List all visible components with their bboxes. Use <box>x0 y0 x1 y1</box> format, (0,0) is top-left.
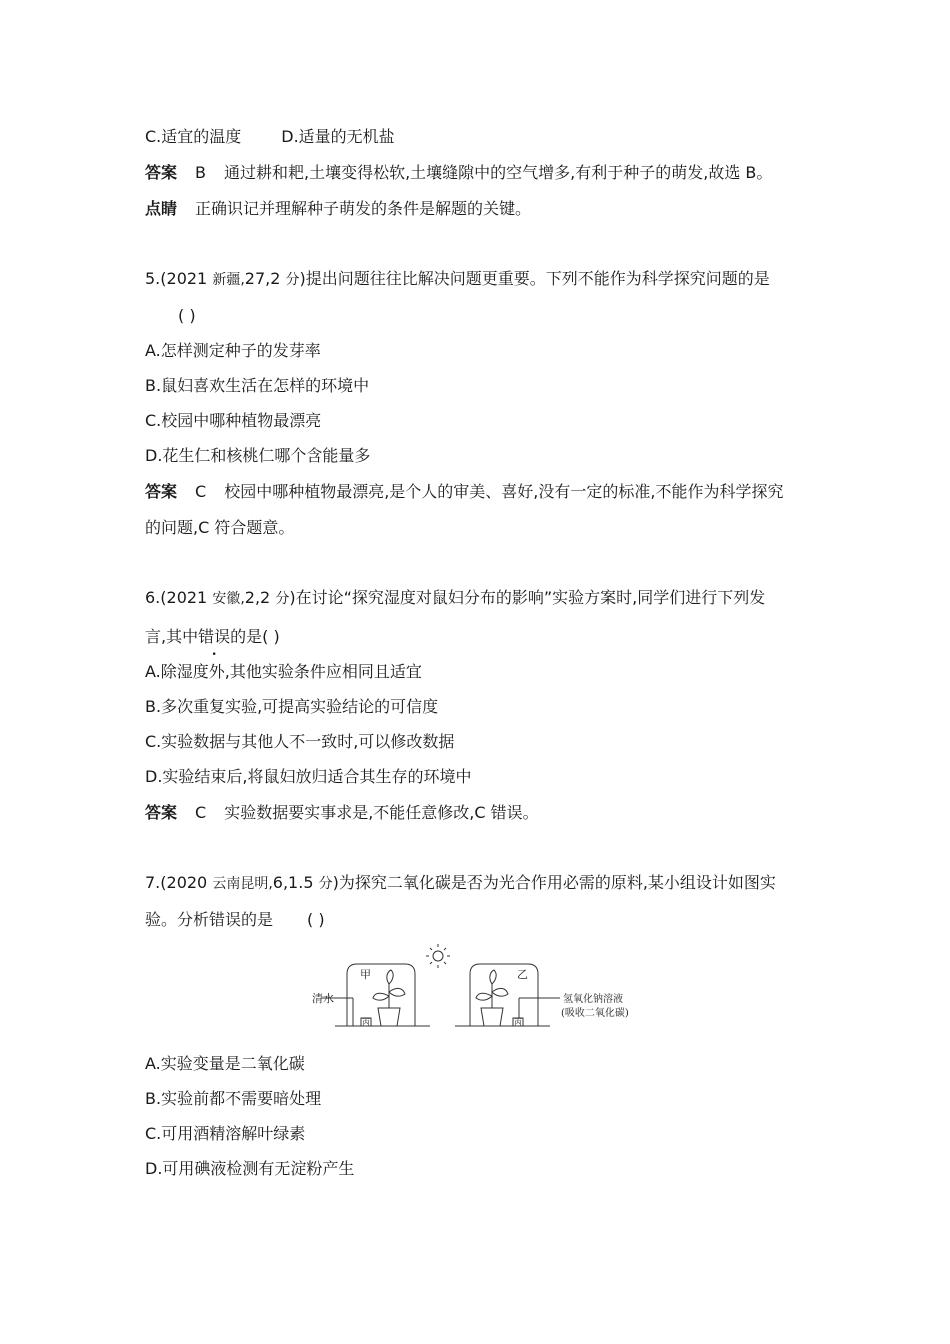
q6-option-c: C.实验数据与其他人不一致时,可以修改数据 <box>145 732 455 751</box>
tip-label: 点睛 <box>145 199 178 218</box>
q6-year: 2021 <box>166 588 208 607</box>
label-naoh: 氢氧化钠溶液 <box>563 994 623 1005</box>
q4-option-d: D.适量的无机盐 <box>281 127 395 146</box>
q4-option-c: C.适宜的温度 <box>145 127 242 146</box>
answer-text: 通过耕和耙,土壤变得松软,土壤缝隙中的空气增多,有利于种子的萌发,故选 B。 <box>224 163 773 182</box>
q5-number: 5.( <box>145 269 167 288</box>
q7-option-b: B.实验前都不需要暗处理 <box>145 1089 322 1108</box>
answer-text: 实验数据要实事求是,不能任意修改,C 错误。 <box>224 803 539 822</box>
setup-jia <box>321 964 430 1026</box>
q6-meta: 2,2 <box>244 588 271 607</box>
q5-option-c: C.校园中哪种植物最漂亮 <box>145 411 322 430</box>
q7-year: 2020 <box>166 873 208 892</box>
sun-icon <box>426 944 450 968</box>
answer-text: 校园中哪种植物最漂亮,是个人的审美、喜好,没有一定的标准,不能作为科学探究 <box>224 482 784 501</box>
q6-option-b: B.多次重复实验,可提高实验结论的可信度 <box>145 697 439 716</box>
q5-option-a: A.怎样测定种子的发芽率 <box>145 341 321 360</box>
q7-stem-line2 <box>145 909 325 931</box>
q7-option-d: D.可用碘液检测有无淀粉产生 <box>145 1159 355 1178</box>
q6-source: 安徽, <box>212 591 245 607</box>
q5-meta: 27,2 <box>244 269 281 288</box>
answer-label: 答案 <box>145 482 178 501</box>
q5-stem-text: )提出问题往往比解决问题更重要。下列不能作为科学探究问题的是 <box>299 269 770 288</box>
label-bing-right: 丙 <box>514 1018 522 1027</box>
q5-answer-cont: 的问题,C 符合题意。 <box>145 518 295 537</box>
q6-stem-line2 <box>145 626 280 648</box>
q7-source: 云南昆明, <box>212 876 273 892</box>
q7-stem-text: )为探究二氧化碳是否为光合作用必需的原料,某小组设计如图实 <box>332 873 776 892</box>
q6-stem-post: 的是( ) <box>230 627 280 646</box>
setup-yi <box>455 964 560 1026</box>
q7-bracket: ( ) <box>307 910 325 929</box>
label-bing-left: 丙 <box>362 1018 370 1027</box>
q7-option-c: C.可用酒精溶解叶绿素 <box>145 1124 306 1143</box>
q6-emphasis: 错误 <box>198 627 231 646</box>
q7-meta: 6,1.5 <box>272 873 314 892</box>
q6-option-d: D.实验结束后,将鼠妇放归适合其生存的环境中 <box>145 767 472 786</box>
label-naoh-note: (吸收二氧化碳) <box>561 1008 629 1019</box>
q6-answer <box>145 802 539 824</box>
answer-label: 答案 <box>145 163 178 182</box>
label-yi: 乙 <box>517 968 528 981</box>
q6-stem-text: )在讨论“探究湿度对鼠妇分布的影响”实验方案时,同学们进行下列发 <box>289 588 766 607</box>
q6-number: 6.( <box>145 588 167 607</box>
q5-year: 2021 <box>166 269 208 288</box>
answer-letter: C <box>195 803 207 822</box>
q5-unit: 分 <box>285 272 300 288</box>
q4-answer <box>145 162 772 184</box>
label-water: 清水 <box>312 992 334 1005</box>
q7-stem-text-2: 验。分析错误的是 <box>145 910 274 929</box>
q5-source: 新疆, <box>212 272 245 288</box>
q5-answer <box>145 481 783 503</box>
q5-option-d: D.花生仁和核桃仁哪个含能量多 <box>145 446 371 465</box>
q5-stem <box>145 268 770 291</box>
q6-stem-pre: 言,其中 <box>145 627 199 646</box>
q7-number: 7.( <box>145 873 167 892</box>
answer-letter: B <box>195 163 206 182</box>
q7-option-a: A.实验变量是二氧化碳 <box>145 1054 305 1073</box>
q6-unit: 分 <box>275 591 290 607</box>
q4-options-row <box>145 126 395 148</box>
q5-bracket: ( ) <box>178 306 196 325</box>
tip-text: 正确识记并理解种子萌发的条件是解题的关键。 <box>195 199 532 218</box>
answer-label: 答案 <box>145 803 178 822</box>
label-jia: 甲 <box>360 968 371 981</box>
experiment-diagram <box>305 940 650 1035</box>
answer-letter: C <box>195 482 207 501</box>
q6-stem <box>145 587 765 610</box>
q4-tip <box>145 198 531 220</box>
q7-unit: 分 <box>318 876 333 892</box>
q5-option-b: B.鼠妇喜欢生活在怎样的环境中 <box>145 376 370 395</box>
q6-option-a: A.除湿度外,其他实验条件应相同且适宜 <box>145 662 422 681</box>
q7-stem <box>145 872 776 895</box>
